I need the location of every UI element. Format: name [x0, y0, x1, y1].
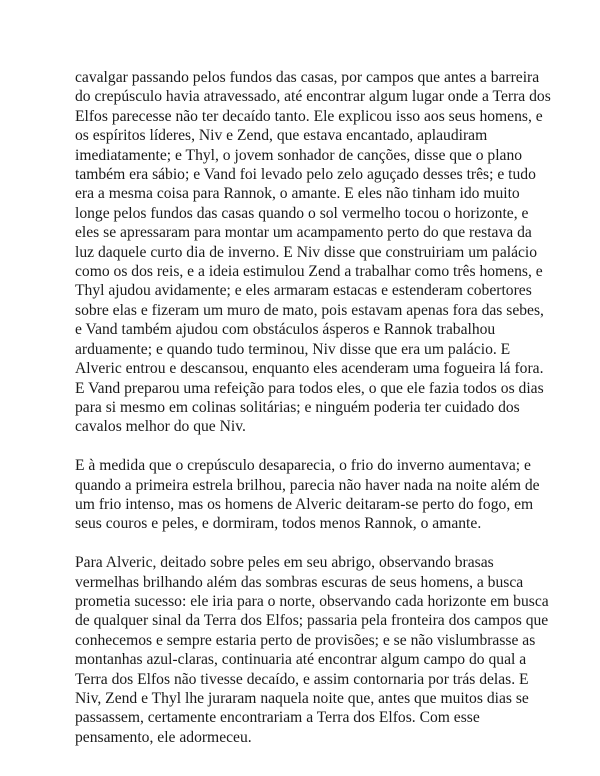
- text-line: quando a primeira estrela brilhou, parecia não haver nada na noite além de: [75, 476, 540, 494]
- text-line: E Vand preparou uma refeição para todos eles, o que ele fazia todos os dias: [75, 379, 544, 397]
- text-line: vermelhas brilhando além das sombras escuras de seus homens, a busca: [75, 573, 524, 591]
- text-line: imediatamente; e Thyl, o jovem sonhador de canções, disse que o plano: [75, 146, 523, 164]
- text-line: Elfos parecesse não ter decaído tanto. Ele explicou isso aos seus homens, e: [75, 107, 543, 125]
- text-line: E à medida que o crepúsculo desaparecia, o frio do inverno aumentava; e: [75, 457, 531, 475]
- text-line: um frio intenso, mas os homens de Alveric deitaram-se perto do fogo, em: [75, 495, 534, 513]
- paragraph: [75, 553, 549, 747]
- text-line: passassem, certamente encontrariam a Terra dos Elfos. Com esse: [75, 709, 480, 727]
- text-line: os espíritos líderes, Niv e Zend, que estava encantado, aplaudiram: [75, 127, 488, 145]
- body-text: [75, 68, 551, 767]
- paragraph: [75, 456, 540, 534]
- text-line: arduamente; e quando tudo terminou, Niv disse que era um palácio. E: [75, 340, 511, 358]
- text-line: Thyl ajudou avidamente; e eles armaram estacas e estenderam cobertores: [75, 282, 532, 300]
- text-line: cavalgar passando pelos fundos das casas, por campos que antes a barreira: [75, 69, 540, 86]
- paragraph: [75, 68, 551, 437]
- text-line: de qualquer sinal da Terra dos Elfos; passaria pela fronteira dos campos que: [75, 612, 549, 630]
- text-line: para si mesmo em colinas solitárias; e ninguém poderia ter cuidado dos: [75, 398, 520, 416]
- text-line: montanhas azul-claras, continuaria até encontrar algum campo do qual a: [75, 651, 527, 669]
- text-line: Terra dos Elfos não tivesse decaído, e assim contornaria por trás delas. E: [75, 670, 529, 688]
- text-line: também era sábio; e Vand foi levado pelo zelo aguçado desses três; e tudo: [75, 166, 536, 184]
- text-line: Niv, Zend e Thyl lhe juraram naquela noite que, antes que muitos dias se: [75, 689, 529, 707]
- text-line: como os dos reis, e a ideia estimulou Zend a trabalhar como três homens, e: [75, 263, 543, 281]
- text-line: cavalos melhor do que Niv.: [75, 418, 246, 436]
- text-line: e Vand também ajudou com obstáculos ásperos e Rannok trabalhou: [75, 321, 496, 339]
- text-line: do crepúsculo havia atravessado, até encontrar algum lugar onde a Terra dos: [75, 88, 551, 106]
- text-line: pensamento, ele adormeceu.: [75, 728, 252, 746]
- text-line: sobre elas e fizeram um muro de mato, pois estavam apenas fora das sebes,: [75, 301, 544, 319]
- text-line: era a mesma coisa para Rannok, o amante. E eles não tinham ido muito: [75, 185, 520, 203]
- text-line: Alveric entrou e descansou, enquanto eles acenderam uma fogueira lá fora.: [75, 360, 544, 378]
- text-line: seus couros e peles, e dormiram, todos menos Rannok, o amante.: [75, 515, 482, 533]
- text-line: conhecemos e sempre estaria perto de provisões; e se não vislumbrasse as: [75, 631, 536, 649]
- text-line: Para Alveric, deitado sobre peles em seu abrigo, observando brasas: [75, 554, 494, 572]
- text-line: luz daquele curto dia de inverno. E Niv disse que construiriam um palácio: [75, 243, 538, 261]
- text-line: prometia sucesso: ele iria para o norte, observando cada horizonte em busca: [75, 592, 549, 610]
- text-line: eles se apressaram para montar um acampamento perto do que restava da: [75, 224, 532, 242]
- text-line: longe pelos fundos das casas quando o sol vermelho tocou o horizonte, e: [75, 204, 529, 222]
